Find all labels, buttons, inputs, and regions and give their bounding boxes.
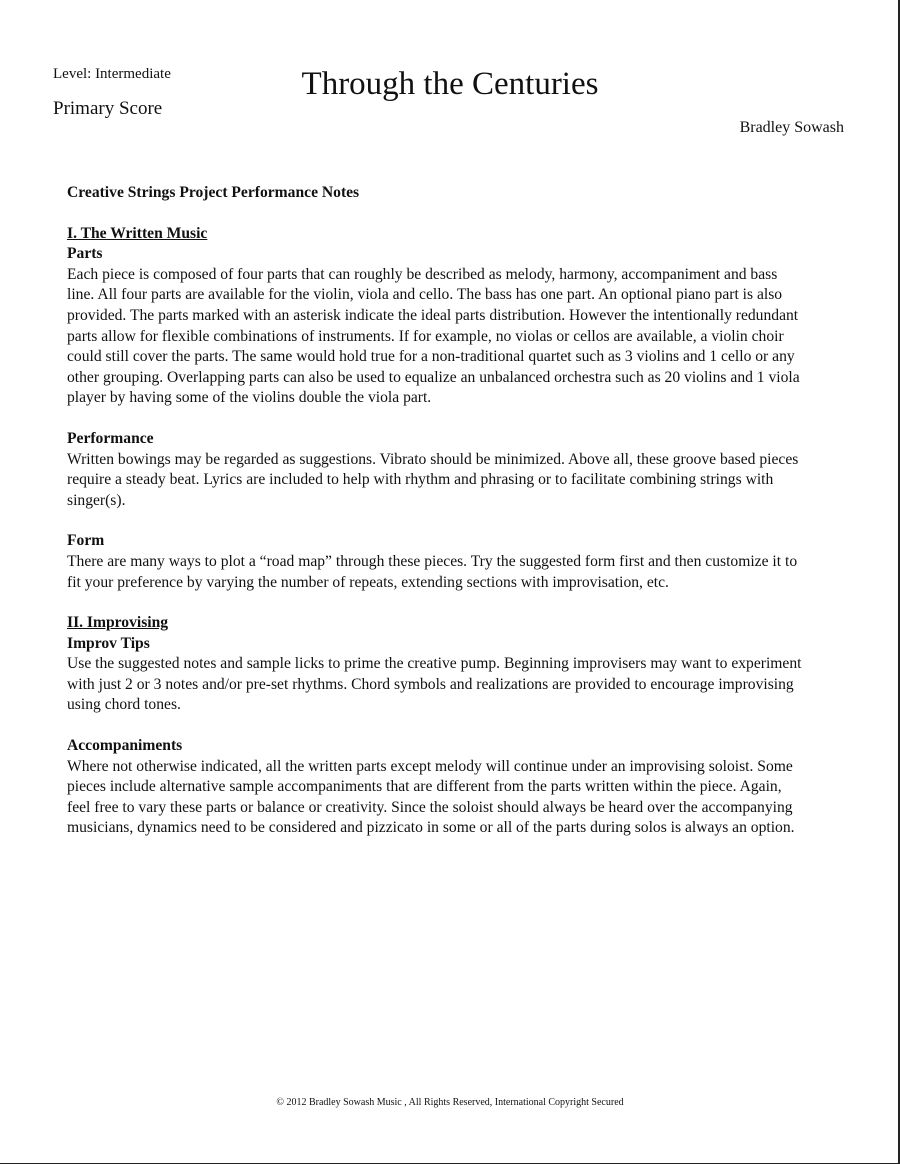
improv-tips-paragraph: Use the suggested notes and sample licks to prime the creative pump. Beginning improvisers may want to experiment with just 2 or 3 notes and/or pre-set rhythms. Chord symbols and realizations are provided to encourage improvising using chord tones. <box>67 655 802 714</box>
notes-title: Creative Strings Project Performance Notes <box>67 184 360 201</box>
form-paragraph: There are many ways to plot a “road map” through these pieces. Try the suggested form first and then customize it to fit your preference by varying the number of repeats, extending sections with improvisation, etc. <box>67 552 798 591</box>
copyright-footer: © 2012 Bradley Sowash Music , All Rights Reserved, International Copyright Secured <box>276 1097 624 1108</box>
section-heading-improvising: II. Improvising <box>67 614 169 632</box>
performance-paragraph: Written bowings may be regarded as suggestions. Vibrato should be minimized. Above all, these groove based pieces require a steady beat. Lyrics are included to help with rhythm and phrasing or to facilitate combining strings with singer(s). <box>67 450 799 509</box>
subheading-improv-tips: Improv Tips <box>67 634 150 652</box>
page-title: Through the Centuries <box>301 66 599 102</box>
parts-paragraph: Each piece is composed of four parts that can roughly be described as melody, harmony, accompaniment and bass line. All four parts are available for the violin, viola and cello. The bass has one part. An optional piano part is also provided. The parts marked with an asterisk indicate the ideal parts distribution. However the intentionally redundant parts allow for flexible combinations of instruments. If for example, no violas or cellos are available, a violin choir could still cover the parts. The same would hold true for a non-traditional quartet such as 3 violins and 1 cello or any other grouping. Overlapping parts can also be used to equalize an unbalanced orchestra such as 20 violins and 1 viola player by having some of the violins double the viola part. <box>67 265 800 407</box>
subheading-accompaniments: Accompaniments <box>67 737 183 755</box>
subheading-form: Form <box>67 532 105 550</box>
subheading-parts: Parts <box>67 245 103 263</box>
composer-name: Bradley Sowash <box>739 119 844 136</box>
section-heading-written-music: I. The Written Music <box>67 224 208 242</box>
score-type-label: Primary Score <box>53 98 163 119</box>
level-label: Level: Intermediate <box>53 66 171 82</box>
performance-notes <box>67 183 807 859</box>
subheading-performance: Performance <box>67 429 154 447</box>
accompaniments-paragraph: Where not otherwise indicated, all the written parts except melody will continue under an improvising soloist. Some pieces include alternative sample accompaniments that are different from the parts written within the piece. Again, feel free to vary these parts or balance or creativity. Since the soloist should always be heard over the accompanying musicians, dynamics need to be considered and pizzicato in some or all of the parts during solos is always an option. <box>67 757 795 837</box>
